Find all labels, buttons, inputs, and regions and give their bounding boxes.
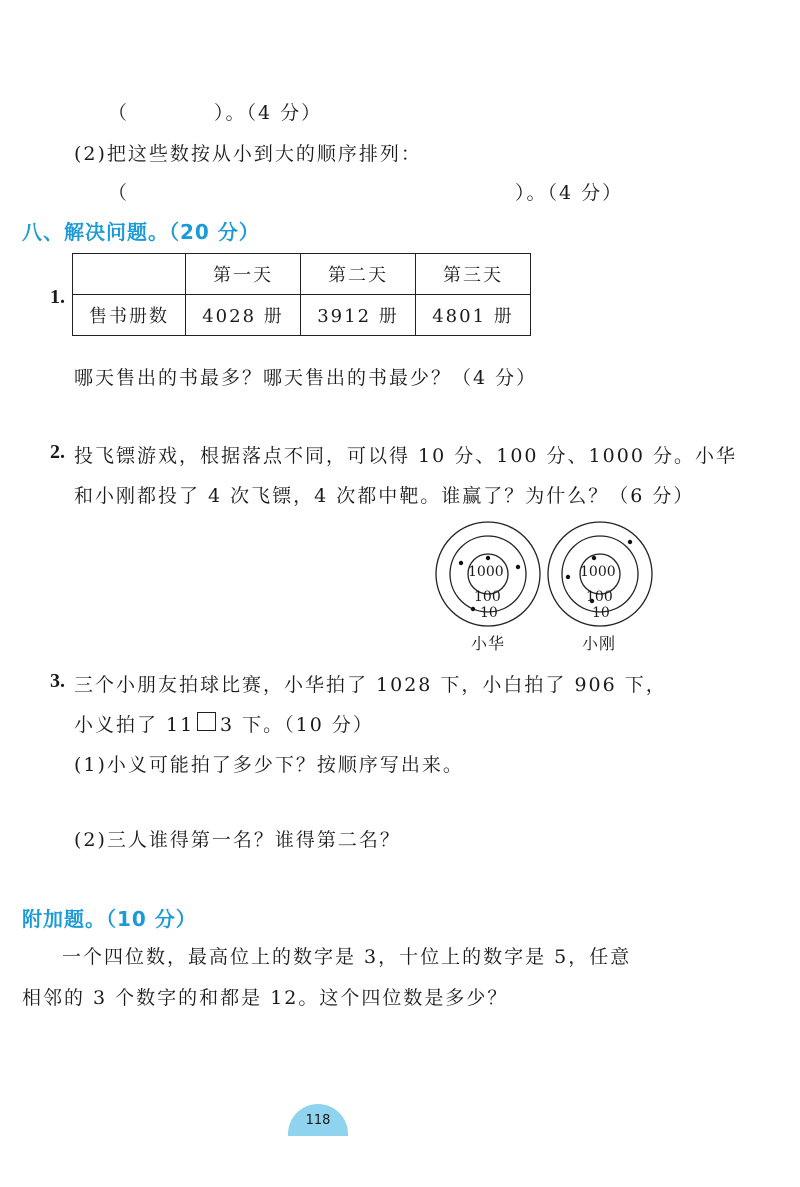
ring-label-100: 100 <box>474 589 501 605</box>
table-cell-day3: 4801 册 <box>416 295 531 336</box>
sub-question-2: (2)把这些数按从小到大的顺序排列： <box>74 143 422 165</box>
question-3-line2-end: 3 下。（10 分） <box>220 714 374 736</box>
question-2-line1: 投飞镖游戏，根据落点不同，可以得 10 分、100 分、1000 分。小华 <box>74 445 737 467</box>
dartboard-xiaogang <box>546 520 654 628</box>
ring-label-10: 10 <box>592 605 610 621</box>
ring-label-1000: 1000 <box>580 564 616 580</box>
answer-paren-close-2: ）。（4 分） <box>515 182 624 204</box>
page-number: 118 <box>305 1113 331 1128</box>
question-number-2: 2. <box>50 441 65 463</box>
question-3-line2-start: 小义拍了 11 <box>74 714 195 736</box>
table-header-day2: 第二天 <box>301 254 416 295</box>
question-1-text: 哪天售出的书最多？哪天售出的书最少？（4 分） <box>74 367 538 389</box>
section-header-problem-solving: 八、解决问题。（20 分） <box>22 220 260 244</box>
ring-label-100: 100 <box>586 589 613 605</box>
section-header-bonus: 附加题。（10 分） <box>22 907 197 931</box>
question-3-sub2: (2)三人谁得第一名？谁得第二名？ <box>74 829 401 851</box>
sales-table <box>72 253 531 336</box>
table-header-row <box>73 254 531 295</box>
question-number-3: 3. <box>50 670 65 692</box>
table-cell-day1: 4028 册 <box>186 295 301 336</box>
ring-label-1000: 1000 <box>468 564 504 580</box>
dartboard-xiaohua <box>434 520 542 628</box>
table-header-day3: 第三天 <box>416 254 531 295</box>
answer-paren-open-2: （ <box>108 182 130 204</box>
table-corner-cell <box>73 254 186 295</box>
target-label-xiaogang: 小刚 <box>582 634 617 653</box>
target-label-xiaohua: 小华 <box>471 634 506 653</box>
table-cell-day2: 3912 册 <box>301 295 416 336</box>
table-row <box>73 295 531 336</box>
table-header-day1: 第一天 <box>186 254 301 295</box>
question-3-sub1: (1)小义可能拍了多少下？按顺序写出来。 <box>74 754 464 776</box>
blank-digit-box <box>197 712 216 731</box>
question-3-line1: 三个小朋友拍球比赛，小华拍了 1028 下，小白拍了 906 下， <box>74 674 667 696</box>
table-row-label: 售书册数 <box>73 295 186 336</box>
page-number-badge <box>288 1104 348 1136</box>
bonus-line1: 一个四位数，最高位上的数字是 3，十位上的数字是 5，任意 <box>62 946 632 968</box>
question-number-1: 1. <box>50 286 65 308</box>
answer-paren-open-1: （ <box>108 102 130 124</box>
answer-paren-close-1: ）。（4 分） <box>214 102 323 124</box>
bonus-line2: 相邻的 3 个数字的和都是 12。这个四位数是多少？ <box>22 987 509 1009</box>
ring-label-10: 10 <box>480 605 498 621</box>
question-2-line2: 和小刚都投了 4 次飞镖，4 次都中靶。谁赢了？为什么？（6 分） <box>74 485 695 507</box>
